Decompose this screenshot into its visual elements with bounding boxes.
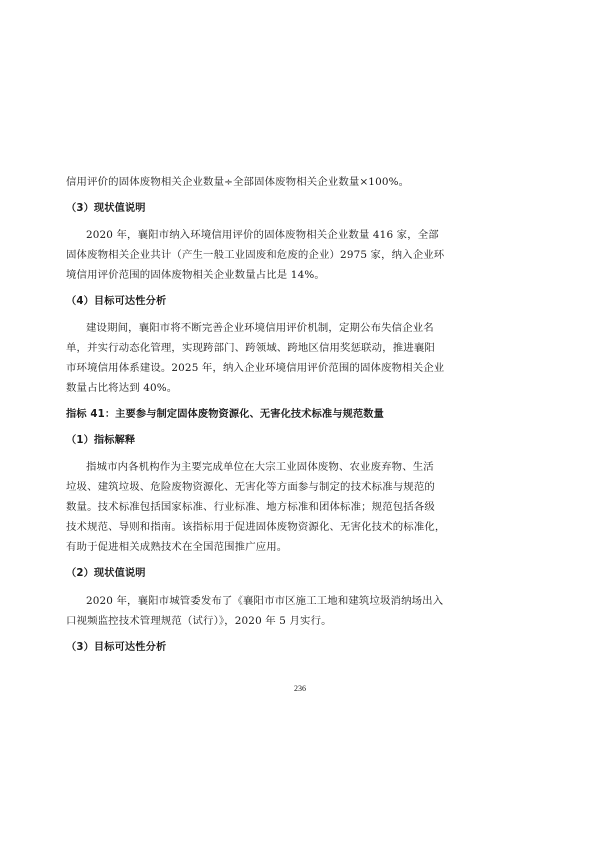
indicator-heading: 指标 41：主要参与制定固体废物资源化、无害化技术标准与规范数量 [66, 409, 384, 420]
body-text-line: 建设期间，襄阳市将不断完善企业环境信用评价机制，定期公布失信企业名 [86, 322, 434, 334]
subsection-heading: （2）现状值说明 [66, 568, 146, 579]
page-number: 236 [294, 684, 306, 693]
body-text-line: 技术规范、导则和指南。该指标用于促进固体废物资源化、无害化技术的标准化， [66, 521, 446, 533]
body-text-line: 有助于促进相关成熟技术在全国范围推广应用。 [66, 541, 288, 553]
body-text-line: 单，并实行动态化管理，实现跨部门、跨领域、跨地区信用奖惩联动，推进襄阳 [66, 342, 435, 354]
body-text-line: 指城市内各机构作为主要完成单位在大宗工业固体废物、农业废弃物、生活 [86, 461, 434, 473]
body-text-line: 市环境信用体系建设。2025 年，纳入企业环境信用评价范围的固体废物相关企业 [66, 362, 445, 374]
subsection-heading: （4）目标可达性分析 [66, 296, 167, 307]
body-text-line: 口视频监控技术管理规范（试行）》，2020 年 5 月实行。 [66, 615, 332, 627]
body-text-line: 数量。技术标准包括国家标准、行业标准、地方标准和团体标准；规范包括各级 [66, 501, 435, 513]
body-text-line: 2020 年，襄阳市纳入环境信用评价的固体废物相关企业数量 416 家，全部 [86, 229, 439, 241]
body-text-line: 垃圾、建筑垃圾、危险废物资源化、无害化等方面参与制定的技术标准与规范的 [66, 481, 435, 493]
body-text-line: 境信用评价范围的固体废物相关企业数量占比是 14%。 [66, 269, 325, 281]
body-text-line: 固体废物相关企业共计（产生一般工业固废和危废的企业）2975 家，纳入企业环 [66, 249, 445, 261]
body-text-line: 数量占比将达到 40%。 [66, 382, 178, 394]
body-text-line: 2020 年，襄阳市城管委发布了《襄阳市市区施工工地和建筑垃圾消纳场出入 [86, 595, 444, 607]
subsection-heading: （3）现状值说明 [66, 203, 146, 214]
subsection-heading: （1）指标解释 [66, 435, 136, 446]
subsection-heading: （3）目标可达性分析 [66, 642, 167, 653]
body-text-line: 信用评价的固体废物相关企业数量÷全部固体废物相关企业数量×100%。 [66, 176, 410, 188]
